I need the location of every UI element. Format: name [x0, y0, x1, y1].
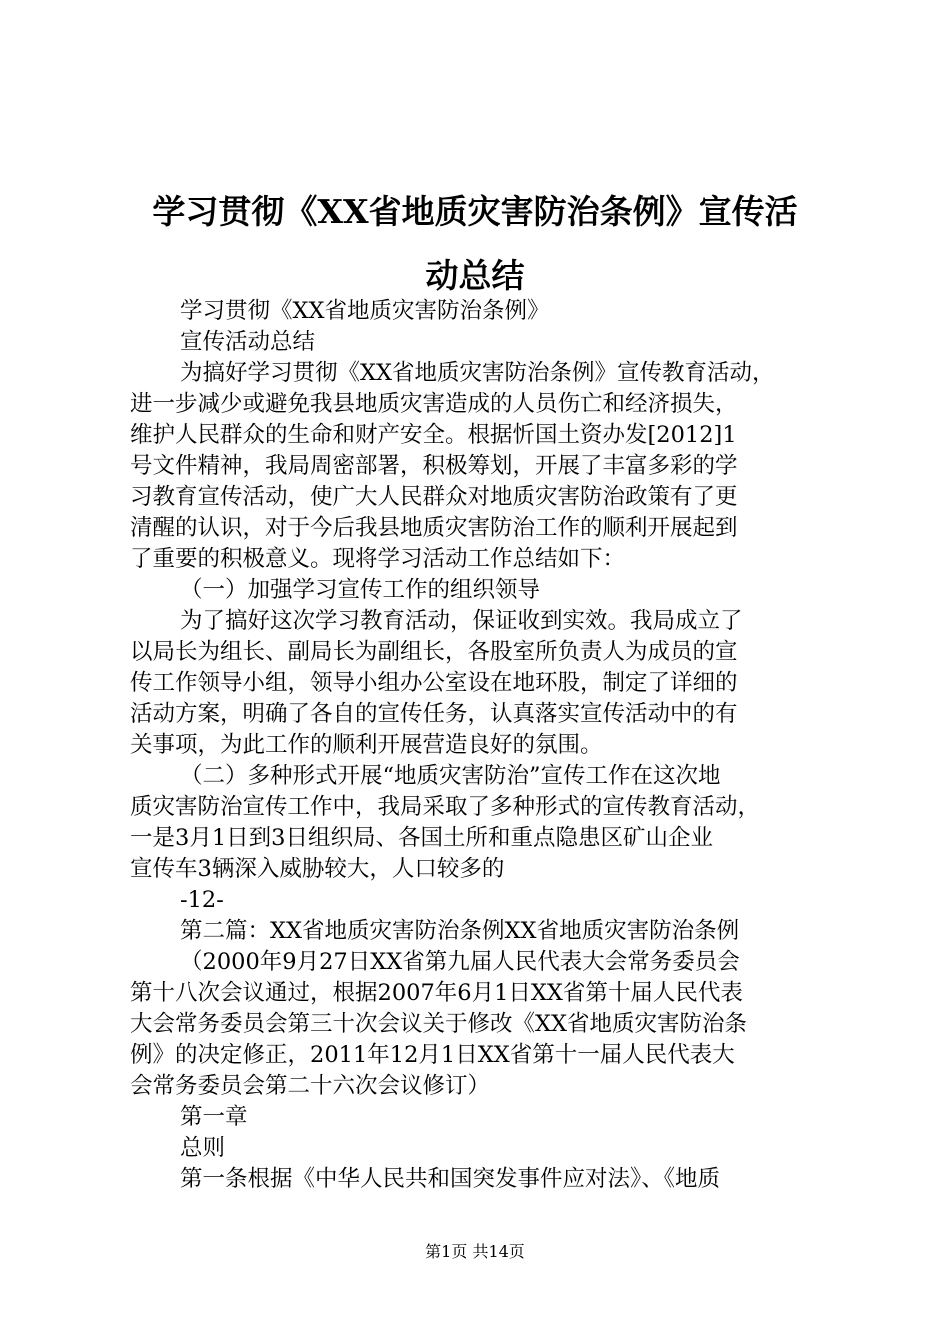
- body-line: 第一条根据《中华人民共和国突发事件应对法》、《地质: [180, 1166, 721, 1192]
- body-line: 清醒的认识，对于今后我县地质灾害防治工作的顺利开展起到: [130, 515, 738, 541]
- body-line: 宣传车3辆深入威胁较大，人口较多的: [130, 856, 505, 882]
- document-title: [120, 180, 830, 308]
- body-line: 第十八次会议通过，根据2007年6月1日XX省第十届人民代表: [130, 980, 743, 1006]
- body-line: 为了搞好这次学习教育活动，保证收到实效。我局成立了: [180, 608, 743, 634]
- title-line-2: 动总结: [425, 256, 525, 295]
- page-footer: 第1页 共14页: [425, 1242, 525, 1261]
- chapter-label: 第一章: [180, 1104, 248, 1130]
- body-line: 维护人民群众的生命和财产安全。根据忻国土资办发[2012]1: [130, 422, 737, 448]
- title-line-1: 学习贯彻《XX省地质灾害防治条例》宣传活: [152, 192, 798, 231]
- inline-page-marker: -12-: [180, 887, 224, 913]
- chapter-heading: 第二篇：XX省地质灾害防治条例XX省地质灾害防治条例: [180, 918, 740, 944]
- body-line: 以局长为组长、副局长为副组长，各股室所负责人为成员的宣: [130, 639, 738, 665]
- body-line: 进一步减少或避免我县地质灾害造成的人员伤亡和经济损失，: [130, 391, 738, 417]
- body-line: 例》的决定修正，2011年12月1日XX省第十一届人民代表大: [130, 1042, 735, 1068]
- body-line: 活动方案，明确了各自的宣传任务，认真落实宣传活动中的有: [130, 701, 738, 727]
- body-line: （2000年9月27日XX省第九届人民代表大会常务委员会: [180, 949, 740, 975]
- section-heading: （二）多种形式开展“地质灾害防治”宣传工作在这次地: [180, 763, 721, 789]
- body-line: 了重要的积极意义。现将学习活动工作总结如下：: [130, 546, 626, 572]
- body-line: 号文件精神，我局周密部署，积极筹划，开展了丰富多彩的学: [130, 453, 738, 479]
- body-line: 质灾害防治宣传工作中，我局采取了多种形式的宣传教育活动，: [130, 794, 761, 820]
- section-heading: （一）加强学习宣传工作的组织领导: [180, 577, 541, 603]
- body-line: 宣传活动总结: [180, 329, 316, 355]
- body-line: 习教育宣传活动，使广大人民群众对地质灾害防治政策有了更: [130, 484, 738, 510]
- body-line: 传工作领导小组，领导小组办公室设在地环股，制定了详细的: [130, 670, 738, 696]
- body-line: 一是3月1日到3日组织局、各国土所和重点隐患区矿山企业: [130, 825, 713, 851]
- chapter-title: 总则: [180, 1135, 226, 1161]
- body-line: 为搞好学习贯彻《XX省地质灾害防治条例》宣传教育活动，: [180, 360, 775, 386]
- body-line: 大会常务委员会第三十次会议关于修改《XX省地质灾害防治条: [130, 1011, 748, 1037]
- body-line: 会常务委员会第二十六次会议修订）: [130, 1073, 491, 1099]
- document-body: [130, 296, 842, 1195]
- body-line: 学习贯彻《XX省地质灾害防治条例》: [180, 298, 550, 324]
- body-line: 关事项，为此工作的顺利开展营造良好的氛围。: [130, 732, 603, 758]
